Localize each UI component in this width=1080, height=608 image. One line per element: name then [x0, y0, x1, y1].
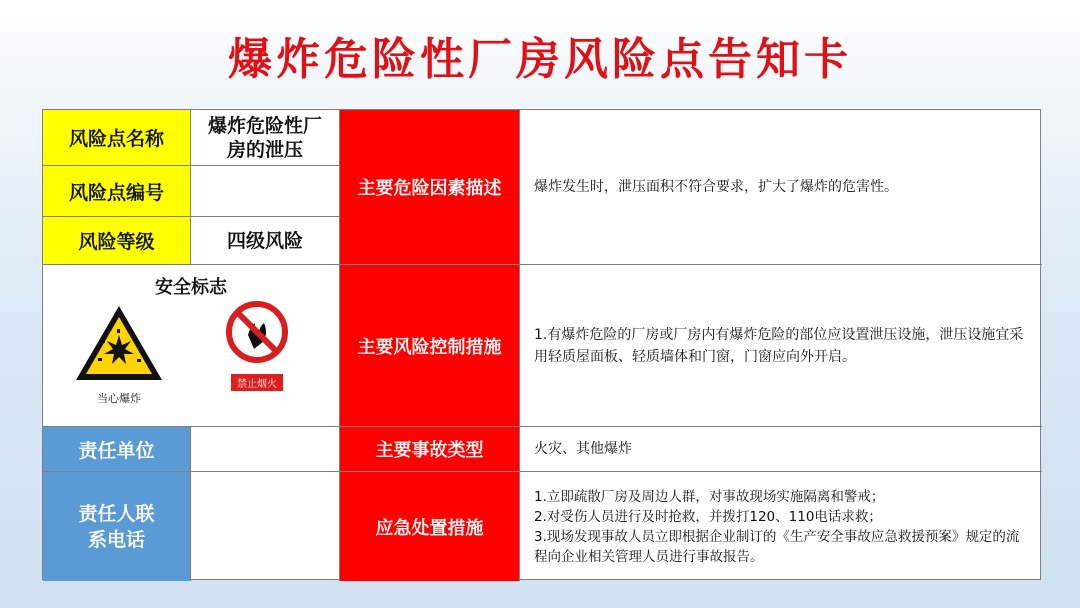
explosion-warning-caption: 当心爆炸: [97, 392, 141, 405]
risk-card: [42, 109, 1041, 580]
accident-type-label: 主要事故类型: [340, 427, 520, 472]
risk-control-label: 主要风险控制措施: [340, 265, 520, 427]
responsible-unit-value: [191, 427, 340, 472]
hazard-description-text: 爆炸发生时，泄压面积不符合要求，扩大了爆炸的危害性。: [520, 110, 1042, 265]
responsible-unit-label: 责任单位: [43, 427, 191, 472]
risk-point-code-label: 风险点编号: [43, 166, 191, 217]
safety-signs-panel: [43, 265, 340, 427]
explosion-warning-sign: [73, 303, 165, 406]
risk-level-label: 风险等级: [43, 217, 191, 265]
hazard-description-label: 主要危险因素描述: [340, 110, 520, 265]
emergency-item: 1.立即疏散厂房及周边人群，对事故现场实施隔离和警戒；: [534, 488, 885, 505]
explosion-warning-icon: [73, 303, 165, 383]
responsible-person-value: [191, 472, 340, 581]
risk-level-value: 四级风险: [191, 217, 340, 265]
risk-point-code-value: [191, 166, 340, 217]
emergency-item: 2.对受伤人员进行及时抢救，并拨打120、110电话求救；: [534, 508, 882, 525]
emergency-item: 3.现场发现事故人员立即根据企业制订的《生产安全事故应急救援预案》规定的流程向企业相关管理人员进行事故报告。: [534, 528, 1020, 565]
risk-control-text: 1.有爆炸危险的厂房或厂房内有爆炸危险的部位应设置泄压设施，泄压设施宜采用轻质屋面板、轻质墙体和门窗，门窗应向外开启。: [520, 265, 1042, 427]
risk-point-name-value: 爆炸危险性厂房的泄压: [191, 110, 340, 166]
emergency-measures-text: [520, 472, 1042, 581]
no-fire-sign: [223, 299, 291, 392]
no-fire-icon: [224, 299, 290, 365]
safety-signs-title: 安全标志: [155, 277, 227, 298]
page-title: 爆炸危险性厂房风险点告知卡: [228, 34, 852, 85]
risk-point-name-label: 风险点名称: [43, 110, 191, 166]
no-fire-caption: 禁止烟火: [231, 374, 283, 391]
emergency-measures-label: 应急处置措施: [340, 472, 520, 581]
accident-type-text: 火灾、其他爆炸: [520, 427, 1042, 472]
responsible-person-label: 责任人联系电话: [43, 472, 191, 581]
emergency-measures-list: [534, 487, 1028, 567]
